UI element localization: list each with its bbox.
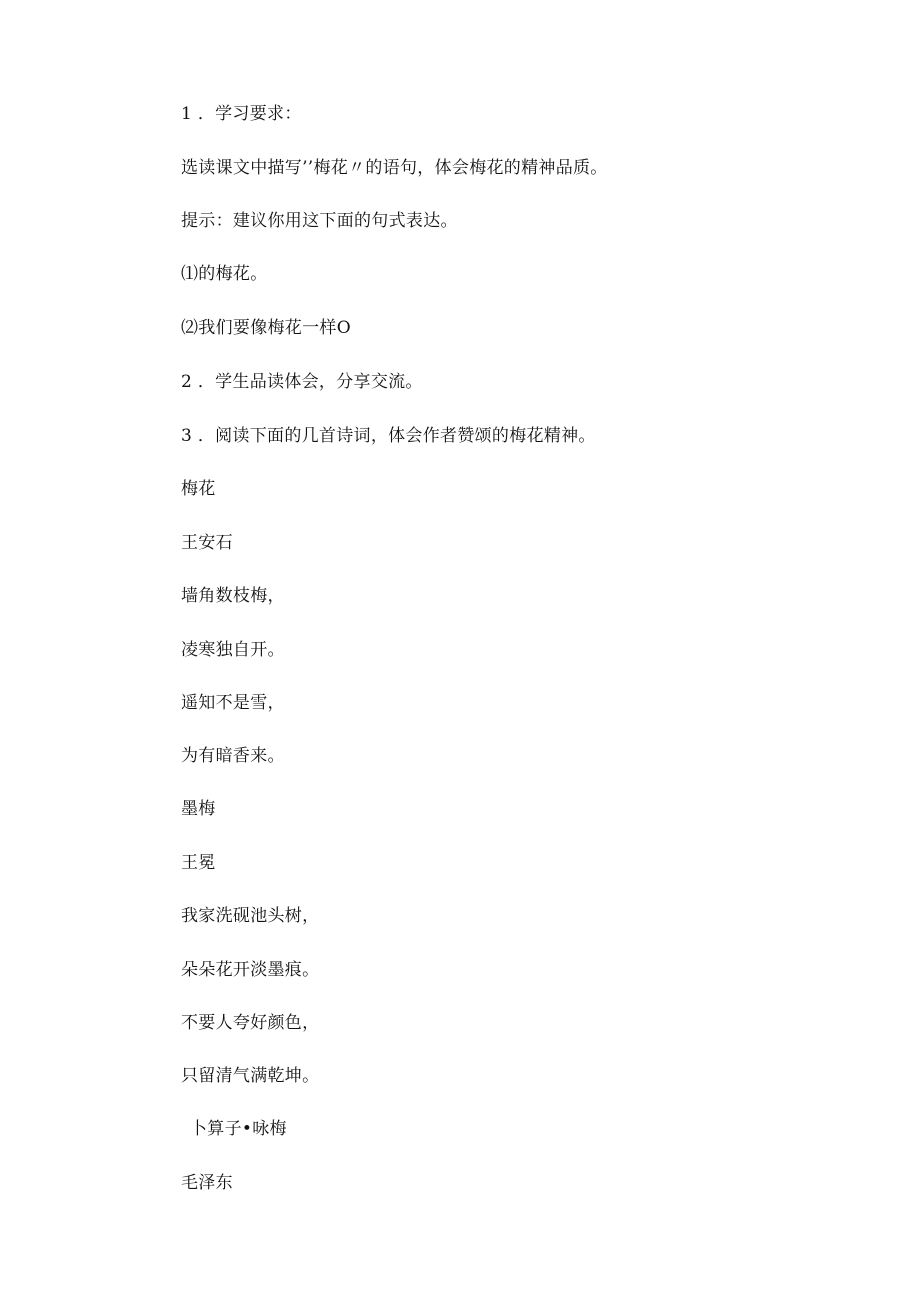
section-heading-2: 2 ．学生品读体会，分享交流。 bbox=[181, 372, 423, 392]
poem-author-wang-anshi: 王安石 bbox=[181, 533, 233, 553]
poem-author-mao-zedong: 毛泽东 bbox=[181, 1173, 233, 1193]
poem-line: 为有暗香来。 bbox=[181, 746, 285, 766]
poem-line: 不要人夸好颜色， bbox=[181, 1013, 320, 1033]
section-heading-3: 3 ．阅读下面的几首诗词，体会作者赞颂的梅花精神。 bbox=[181, 426, 596, 446]
poem-line: 只留清气满乾坤。 bbox=[181, 1066, 320, 1086]
poem-title-busuanzi: 卜算子•咏梅 bbox=[190, 1119, 287, 1139]
sentence-pattern-2: ⑵我们要像梅花一样O bbox=[181, 318, 351, 338]
poem-title-momei: 墨梅 bbox=[181, 799, 216, 819]
section-heading-1: 1 ．学习要求： bbox=[181, 104, 302, 124]
poem-line: 我家洗砚池头树， bbox=[181, 906, 320, 926]
paragraph-requirement: 选读课文中描写’’梅花〃的语句，体会梅花的精神品质。 bbox=[181, 158, 608, 178]
poem-line: 墙角数枝梅， bbox=[181, 586, 285, 606]
sentence-pattern-1: ⑴的梅花。 bbox=[181, 264, 268, 284]
poem-line: 遥知不是雪， bbox=[181, 693, 285, 713]
paragraph-hint: 提示：建议你用这下面的句式表达。 bbox=[181, 211, 458, 231]
poem-line: 凌寒独自开。 bbox=[181, 640, 285, 660]
poem-author-wang-mian: 王冕 bbox=[181, 853, 216, 873]
poem-line: 朵朵花开淡墨痕。 bbox=[181, 960, 320, 980]
poem-title-meihua: 梅花 bbox=[181, 479, 216, 499]
